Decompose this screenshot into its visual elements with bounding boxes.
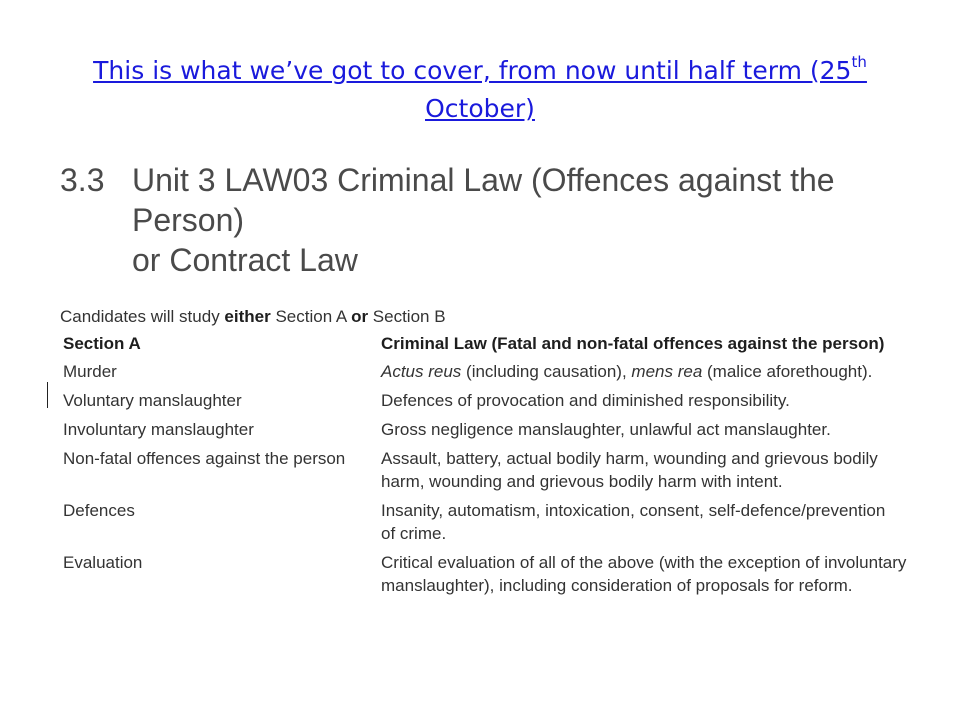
title-line-1[interactable]: This is what we’ve got to cover, from now until half term (25 — [93, 56, 852, 85]
title-superscript[interactable]: th — [851, 52, 867, 71]
spec-table — [60, 332, 910, 597]
detail-line-2: harm, wounding and grievous bodily harm with intent. — [381, 472, 783, 491]
slide-title-link[interactable] — [60, 52, 900, 128]
row-topic: Defences — [63, 501, 135, 520]
intro-text-mid: Section A — [270, 307, 352, 326]
title-line-2[interactable]: October) — [425, 94, 535, 123]
spec-document-image — [60, 160, 910, 603]
detail-text: (including causation), — [461, 362, 632, 381]
spec-section-number: 3.3 — [60, 162, 105, 198]
row-topic: Non-fatal offences against the person — [63, 449, 346, 468]
intro-text-post: Section B — [368, 307, 446, 326]
header-section: Section A — [63, 334, 141, 353]
table-row — [60, 551, 910, 597]
table-row — [60, 360, 910, 383]
detail-line-1: Critical evaluation of all of the above (with the exception of involuntary — [381, 553, 907, 572]
table-row — [60, 389, 910, 412]
table-row — [60, 418, 910, 441]
row-detail — [381, 499, 910, 545]
spec-title-line-2: or Contract Law — [132, 242, 358, 278]
spec-heading — [60, 160, 910, 280]
text-cursor — [47, 382, 48, 408]
row-topic: Murder — [63, 362, 117, 381]
row-detail: Defences of provocation and diminished responsibility. — [381, 391, 790, 410]
intro-or: or — [351, 307, 369, 326]
detail-line-2: manslaughter), including consideration of proposals for reform. — [381, 576, 853, 595]
detail-text: (malice aforethought). — [702, 362, 873, 381]
intro-either: either — [224, 307, 271, 326]
row-detail: Gross negligence manslaughter, unlawful act manslaughter. — [381, 420, 831, 439]
header-topic: Criminal Law (Fatal and non-fatal offences against the person) — [381, 334, 885, 353]
row-topic: Voluntary manslaughter — [63, 391, 242, 410]
detail-italic: mens rea — [631, 362, 703, 381]
table-row — [60, 499, 910, 545]
row-detail — [381, 447, 910, 493]
detail-line-1: Insanity, automatism, intoxication, consent, self-defence/prevention — [381, 501, 886, 520]
spec-intro — [60, 306, 910, 328]
spec-section-title — [132, 160, 910, 280]
spec-title-line-1: Unit 3 LAW03 Criminal Law (Offences against the Person) — [132, 162, 835, 238]
row-topic: Involuntary manslaughter — [63, 420, 254, 439]
detail-italic: Actus reus — [381, 362, 462, 381]
detail-line-1: Assault, battery, actual bodily harm, wounding and grievous bodily — [381, 449, 878, 468]
intro-text-pre: Candidates will study — [60, 307, 225, 326]
row-detail — [381, 360, 910, 383]
row-topic: Evaluation — [63, 553, 143, 572]
table-row — [60, 447, 910, 493]
row-detail — [381, 551, 910, 597]
detail-line-2: of crime. — [381, 524, 447, 543]
table-header-row — [60, 332, 910, 355]
title-link[interactable] — [93, 52, 867, 123]
